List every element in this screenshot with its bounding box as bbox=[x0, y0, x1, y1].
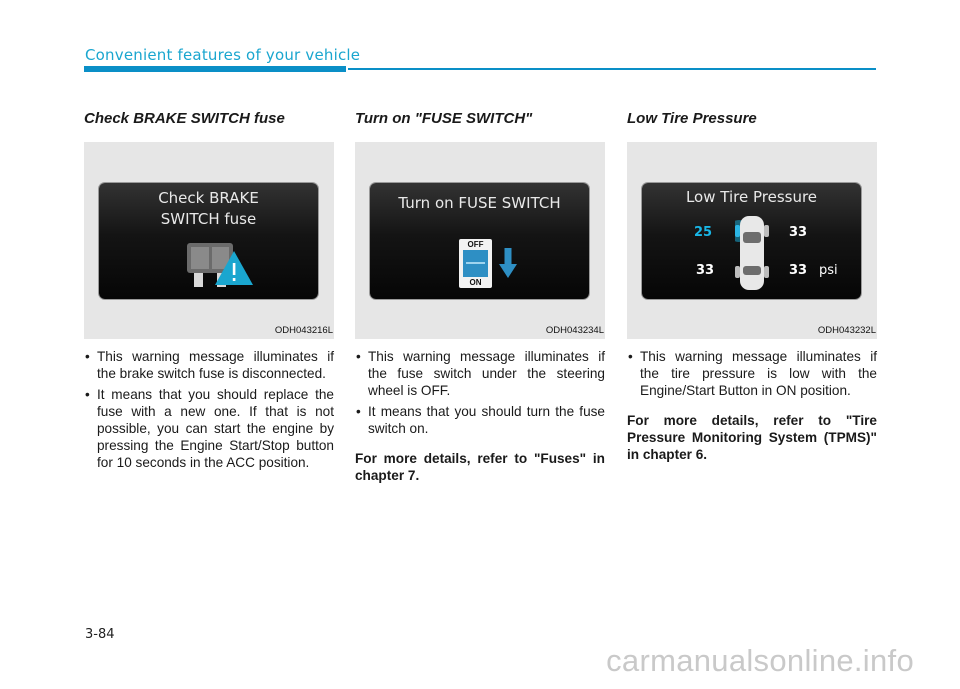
display-message: Low Tire Pressure bbox=[685, 188, 818, 206]
column-heading: Turn on "FUSE SWITCH" bbox=[355, 110, 533, 127]
car-top-view-icon bbox=[735, 214, 769, 292]
pressure-unit: psi bbox=[819, 263, 838, 278]
list-item: • This warning message illuminates if the fuse switch under the steering wheel is OFF. bbox=[355, 348, 605, 399]
header-rule-thin bbox=[348, 68, 876, 70]
display-message bbox=[99, 188, 318, 230]
cluster-display bbox=[642, 183, 861, 299]
header-rule-thick bbox=[84, 66, 346, 72]
figure-code: ODH043232L bbox=[817, 325, 876, 336]
list-item: • This warning message illuminates if the brake switch fuse is disconnected. bbox=[84, 348, 334, 382]
tire-pressure-front-right: 33 bbox=[789, 225, 808, 240]
switch-off-label: OFF bbox=[467, 240, 484, 249]
reference-note: For more details, refer to "Tire Pressure Monitoring System (TPMS)" in chapter 6. bbox=[627, 413, 877, 462]
section-title: Convenient features of your vehicle bbox=[85, 46, 361, 64]
down-arrow-icon bbox=[499, 248, 517, 278]
bullet-list bbox=[627, 348, 877, 399]
page-number: 3-84 bbox=[85, 627, 115, 642]
tire-pressure-front-left: 25 bbox=[694, 225, 713, 240]
figure-low-tire-pressure bbox=[627, 142, 877, 339]
column-low-tire-pressure bbox=[627, 110, 877, 463]
tire-pressure-rear-right: 33 bbox=[789, 263, 808, 278]
figure-code: ODH043234L bbox=[545, 325, 604, 336]
list-item: • This warning message illuminates if the tire pressure is low with the Engine/Start Button in ON position. bbox=[627, 348, 877, 399]
column-brake-switch bbox=[84, 110, 334, 475]
cluster-display bbox=[370, 183, 589, 299]
reference-note: For more details, refer to "Fuses" in chapter 7. bbox=[355, 451, 605, 483]
figure-brake-switch bbox=[84, 142, 334, 339]
fuse-icon bbox=[187, 241, 257, 291]
fuse-switch-icon bbox=[459, 239, 492, 288]
cluster-display bbox=[99, 183, 318, 299]
bullet-list bbox=[84, 348, 334, 471]
column-fuse-switch bbox=[355, 110, 605, 484]
bullet-list bbox=[355, 348, 605, 437]
list-item: • It means that you should turn the fuse switch on. bbox=[355, 403, 605, 437]
list-item: • It means that you should replace the fuse with a new one. If that is not possible, you can start the engine by pressing the Engine Start/Stop button for 10 seconds in the ACC position. bbox=[84, 386, 334, 471]
switch-on-label: ON bbox=[469, 278, 482, 287]
tire-pressure-rear-left: 33 bbox=[696, 263, 715, 278]
figure-code: ODH043216L bbox=[274, 325, 333, 336]
display-message: Turn on FUSE SWITCH bbox=[398, 194, 561, 212]
switch-lever bbox=[463, 250, 488, 277]
display-line: Check BRAKE bbox=[158, 189, 259, 207]
column-heading: Low Tire Pressure bbox=[627, 110, 757, 127]
watermark: carmanualsonline.info bbox=[606, 643, 914, 678]
figure-fuse-switch bbox=[355, 142, 605, 339]
display-line: SWITCH fuse bbox=[160, 210, 257, 228]
column-heading: Check BRAKE SWITCH fuse bbox=[84, 110, 285, 127]
